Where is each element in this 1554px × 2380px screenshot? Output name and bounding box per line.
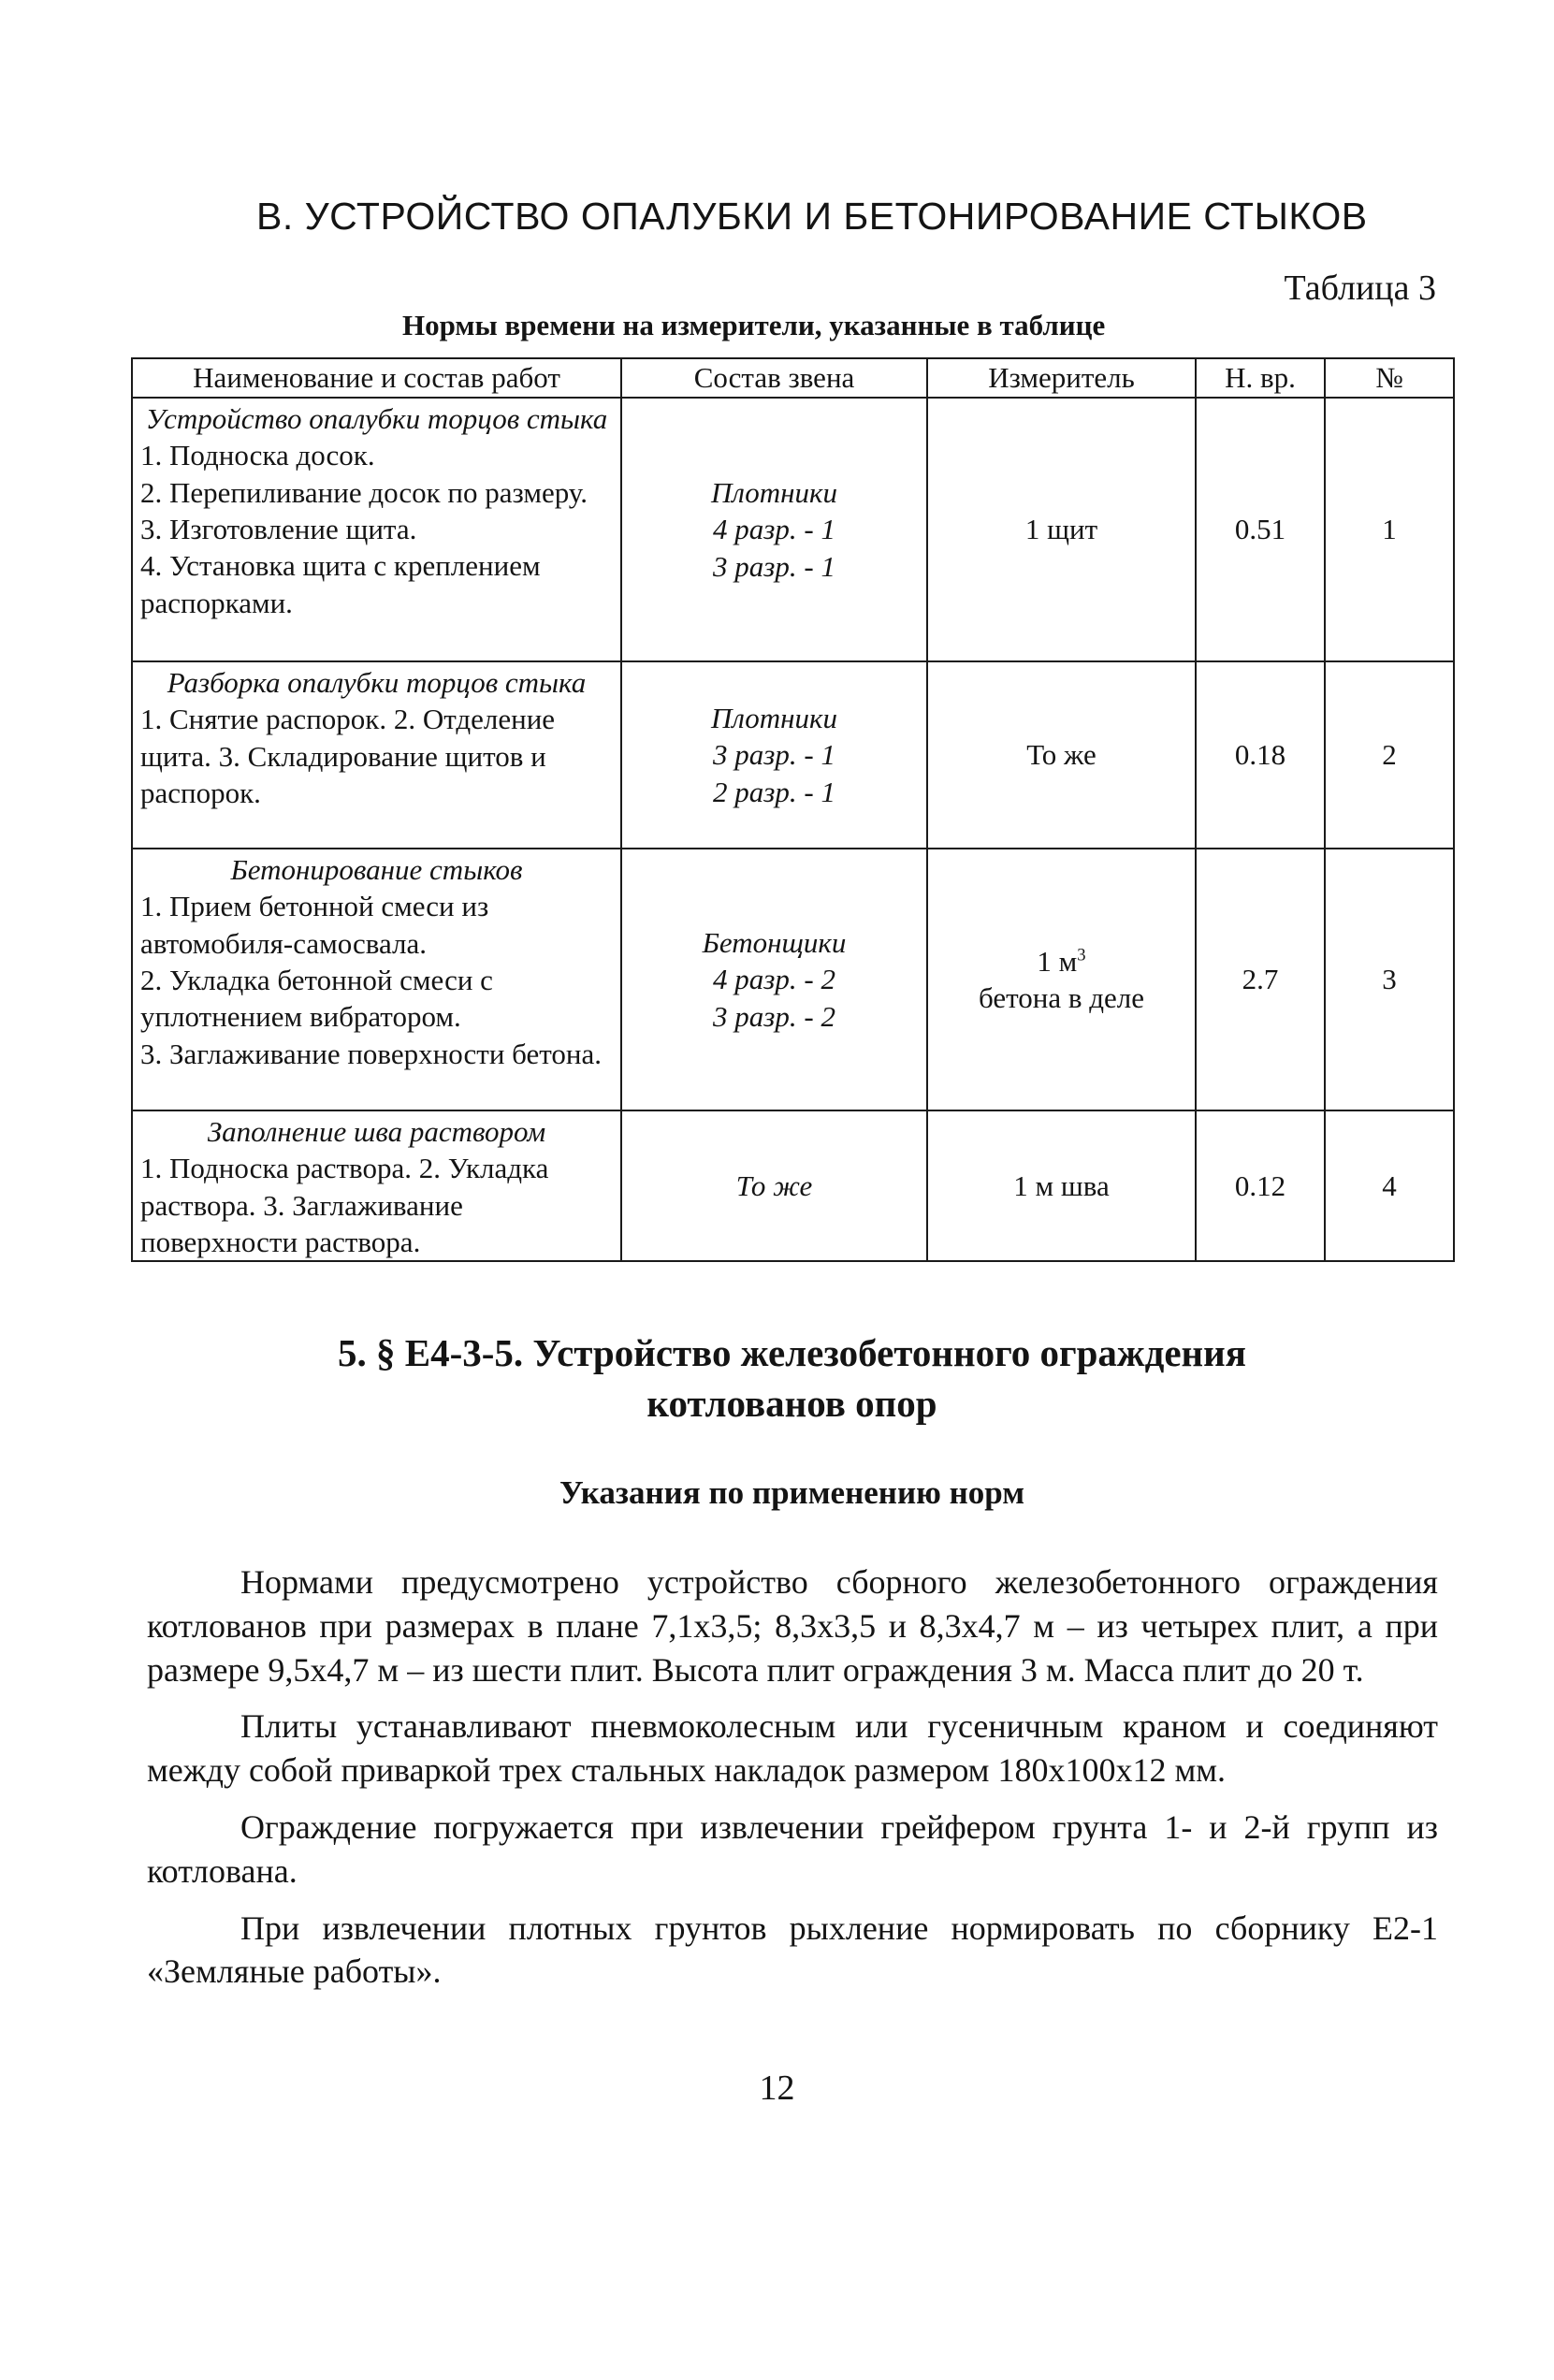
operation-title: Бетонирование стыков [230, 853, 523, 886]
work-step: 3. Заглаживание поверхности бетона. [140, 1037, 603, 1070]
row-number-cell: 1 [1325, 398, 1454, 661]
table-row [132, 398, 1454, 661]
header-crew: Состав звена [621, 358, 927, 398]
unit-extra: бетона в деле [978, 981, 1144, 1014]
crew-grade: 4 разр. - 2 [713, 963, 835, 996]
work-description [132, 1110, 621, 1261]
unit-value [936, 943, 1187, 980]
work-description [132, 849, 621, 1110]
operation-title: Устройство опалубки торцов стыка [145, 402, 608, 435]
work-step: 1. Подноска раствора. 2. Укладка раствора. 3. Заглаживание поверхности раствора. [140, 1152, 549, 1259]
crew-profession: То же [735, 1169, 813, 1203]
work-step: 1. Снятие распорок. 2. Отделение щита. 3. Складирование щитов и распорок. [140, 703, 556, 810]
header-work-name: Наименование и состав работ [132, 358, 621, 398]
crew-profession: Бетонщики [702, 925, 847, 959]
header-number: № [1325, 358, 1454, 398]
table-row [132, 1110, 1454, 1261]
work-step: 2. Укладка бетонной смеси с уплотнением вибратором. [140, 964, 493, 1034]
paragraph-heading-line2: котлованов опор [646, 1382, 937, 1425]
header-norm: Н. вр. [1196, 358, 1325, 398]
work-step: 2. Перепиливание досок по размеру. 3. Изготовление щита. [140, 475, 588, 546]
norm-time-cell: 0.18 [1196, 661, 1325, 849]
crew-composition [621, 849, 927, 1110]
unit-cell [927, 849, 1196, 1110]
norm-time-cell: 0.51 [1196, 398, 1325, 661]
paragraph: При извлечении плотных грунтов рыхление нормировать по сборнику Е2-1 «Земляные работы». [147, 1908, 1438, 1991]
unit-cell [927, 398, 1196, 661]
sub-heading: Указания по применению норм [559, 1474, 1025, 1511]
paragraph: Ограждение погружается при извлечении грейфером грунта 1- и 2-й групп из котлована. [147, 1807, 1438, 1890]
norm-time-cell: 0.12 [1196, 1110, 1325, 1261]
unit-main: 1 м [1037, 944, 1078, 978]
unit-cell [927, 1110, 1196, 1261]
row-number-cell: 4 [1325, 1110, 1454, 1261]
crew-grade: 3 разр. - 1 [713, 738, 835, 772]
header-unit: Измеритель [927, 358, 1196, 398]
work-step: 1. Прием бетонной смеси из автомобиля-самосвала. [140, 890, 489, 960]
crew-composition [621, 661, 927, 849]
norm-time-cell: 2.7 [1196, 849, 1325, 1110]
operation-title: Заполнение шва раствором [207, 1115, 546, 1148]
crew-composition [621, 1110, 927, 1261]
work-step: 4. Установка щита с креплением распорками. [140, 549, 541, 619]
table-row [132, 661, 1454, 849]
crew-profession: Плотники [710, 475, 838, 509]
unit-value: То же [1026, 738, 1097, 772]
unit-value: 1 щит [1024, 513, 1098, 546]
crew-profession: Плотники [710, 701, 838, 734]
table-header-row [132, 358, 1454, 398]
paragraph: Нормами предусмотрено устройство сборного железобетонного ограждения котлованов при размерах в плане 7,1х3,5; 8,3х3,5 и 8,3х4,7 м – из четырех плит, а при размере 9,5х4,7 м – из шести плит. Высота плит ограждения 3 м. Масса плит до 20 т. [147, 1563, 1438, 1689]
crew-grade: 3 разр. - 1 [713, 549, 835, 583]
crew-grade: 3 разр. - 2 [713, 999, 835, 1033]
work-description [132, 398, 621, 661]
crew-grade: 2 разр. - 1 [713, 775, 835, 808]
unit-superscript: 3 [1077, 945, 1086, 965]
paragraph-heading-line1: 5. § Е4-3-5. Устройство железобетонного ограждения [338, 1331, 1246, 1374]
norms-table [131, 357, 1455, 1262]
body-text [147, 1560, 1438, 2007]
unit-cell [927, 661, 1196, 849]
work-step: 1. Подноска досок. [140, 439, 375, 472]
crew-composition [621, 398, 927, 661]
unit-value: 1 м шва [1013, 1169, 1110, 1203]
operation-title: Разборка опалубки торцов стыка [167, 666, 587, 699]
work-description [132, 661, 621, 849]
paragraph: Плиты устанавливают пневмоколесным или гусеничным краном и соединяют между собой приваркой трех стальных накладок размером 180х100х12 мм. [147, 1707, 1438, 1790]
row-number-cell: 3 [1325, 849, 1454, 1110]
table-caption: Нормы времени на измерители, указанные в таблице [402, 309, 1106, 341]
row-number-cell: 2 [1325, 661, 1454, 849]
table-number: Таблица 3 [1284, 268, 1436, 308]
crew-grade: 4 разр. - 1 [713, 513, 835, 546]
section-title: В. УСТРОЙСТВО ОПАЛУБКИ И БЕТОНИРОВАНИЕ СТЫКОВ [256, 195, 1368, 238]
page-number: 12 [759, 2068, 795, 2108]
table-row [132, 849, 1454, 1110]
